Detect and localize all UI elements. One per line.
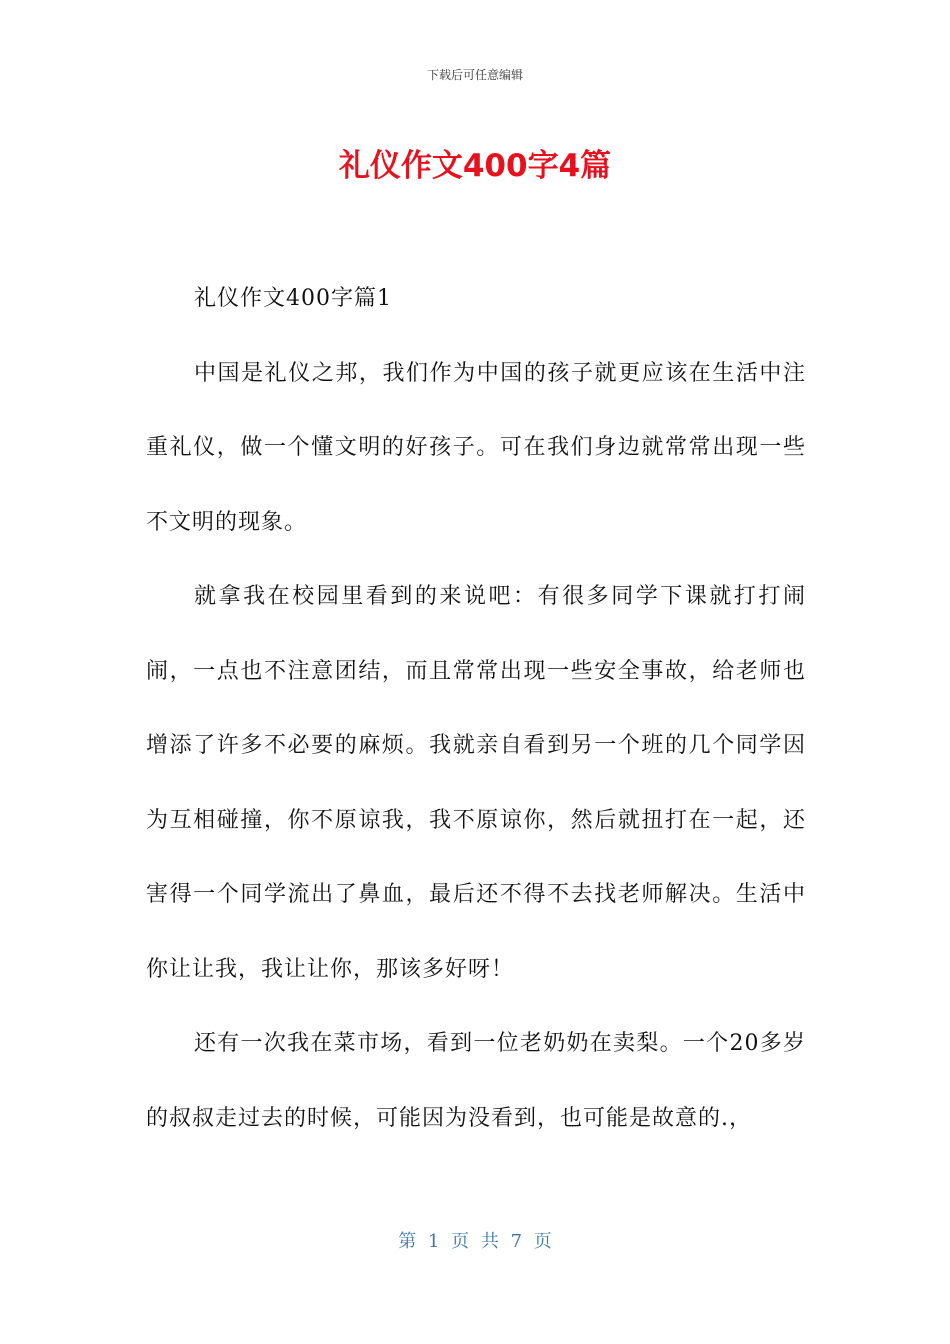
header-note: 下载后可任意编辑 (426, 68, 523, 82)
page-number-footer: 第 1 页 共 7 页 (398, 1231, 552, 1252)
document-title: 礼仪作文400字4篇 (338, 148, 612, 184)
document-body (146, 262, 806, 1156)
section-heading: 礼仪作文400字篇1 (194, 286, 392, 311)
paragraph-3: 还有一次我在菜市场，看到一位老奶奶在卖梨。一个20多岁的叔叔走过去的时候，可能因为没看到，也可能是故意的.， (146, 1031, 806, 1131)
paragraph-2: 就拿我在校园里看到的来说吧：有很多同学下课就打打闹闹，一点也不注意团结，而且常常出现一些安全事故，给老师也增添了许多不必要的麻烦。我就亲自看到另一个班的几个同学因为互相碰撞，你不原谅我，我不原谅你，然后就扭打在一起，还害得一个同学流出了鼻血，最后还不得不去找老师解决。生活中你让让我，我让让你，那该多好呀！ (146, 584, 806, 982)
paragraph-1: 中国是礼仪之邦，我们作为中国的孩子就更应该在生活中注重礼仪，做一个懂文明的好孩子。可在我们身边就常常出现一些不文明的现象。 (146, 360, 806, 535)
